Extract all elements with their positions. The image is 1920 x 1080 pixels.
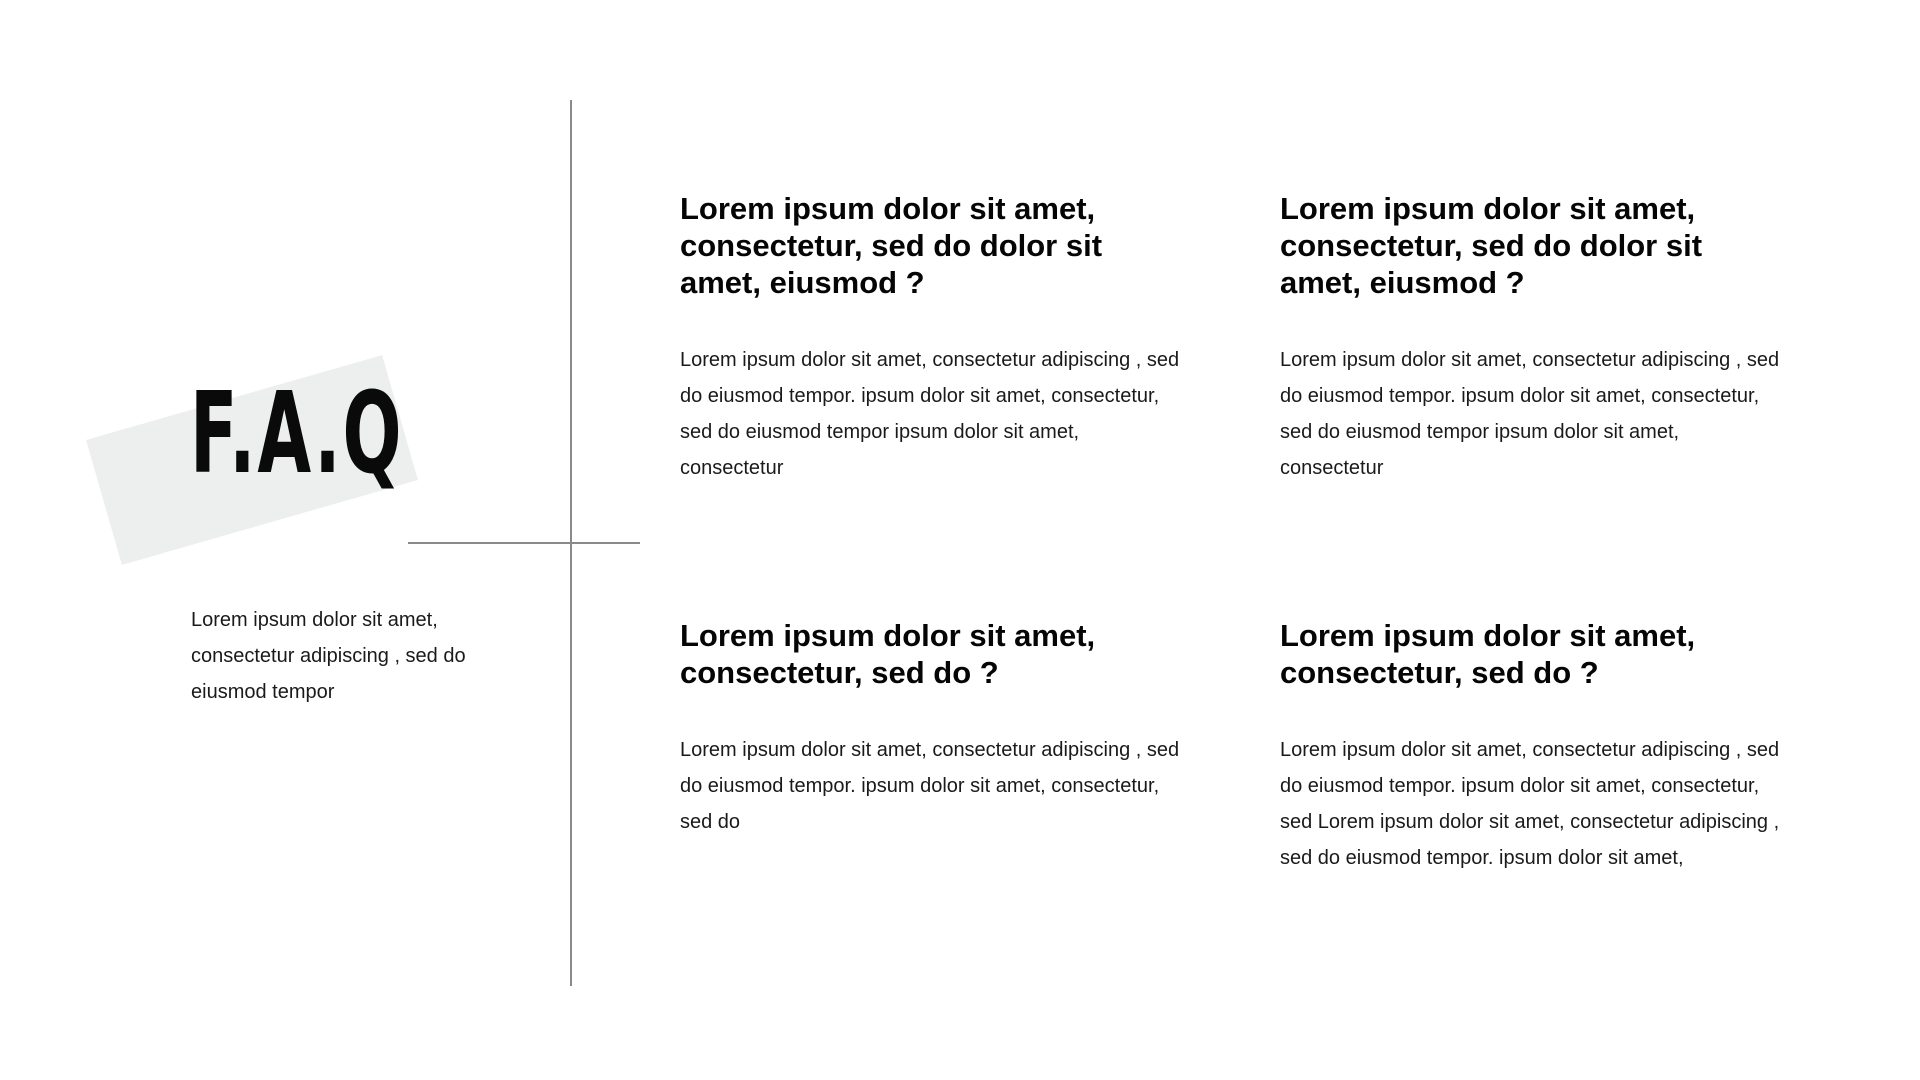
faq-answer: Lorem ipsum dolor sit amet, consectetur adipiscing , sed do eiusmod tempor. ipsum dolor sit amet, consectetur, sed do eiusmod tempor ipsum dolor sit amet, consectetur	[1280, 349, 1780, 479]
faq-item	[680, 617, 1180, 840]
page-title: F.A.Q	[190, 369, 404, 499]
faq-answer: Lorem ipsum dolor sit amet, consectetur adipiscing , sed do eiusmod tempor. ipsum dolor sit amet, consectetur, sed do	[680, 739, 1180, 833]
faq-answer: Lorem ipsum dolor sit amet, consectetur adipiscing , sed do eiusmod tempor. ipsum dolor sit amet, consectetur, sed Lorem ipsum dolor sit amet, consectetur adipiscing , sed do eiusmod tempor. ipsum dolor sit amet,	[1280, 739, 1780, 869]
faq-question: Lorem ipsum dolor sit amet, consectetur, sed do dolor sit amet, eiusmod ?	[1280, 191, 1703, 300]
faq-answer: Lorem ipsum dolor sit amet, consectetur adipiscing , sed do eiusmod tempor. ipsum dolor sit amet, consectetur, sed do eiusmod tempor ipsum dolor sit amet, consectetur	[680, 349, 1180, 479]
faq-question: Lorem ipsum dolor sit amet, consectetur, sed do ?	[1280, 618, 1696, 690]
intro-text: Lorem ipsum dolor sit amet, consectetur adipiscing , sed do eiusmod tempor	[191, 609, 466, 703]
faq-question: Lorem ipsum dolor sit amet, consectetur, sed do dolor sit amet, eiusmod ?	[680, 191, 1103, 300]
faq-item	[1280, 190, 1780, 486]
faq-item	[1280, 617, 1780, 876]
horizontal-divider	[408, 542, 640, 544]
faq-question: Lorem ipsum dolor sit amet, consectetur, sed do ?	[680, 618, 1096, 690]
faq-item	[680, 190, 1180, 486]
